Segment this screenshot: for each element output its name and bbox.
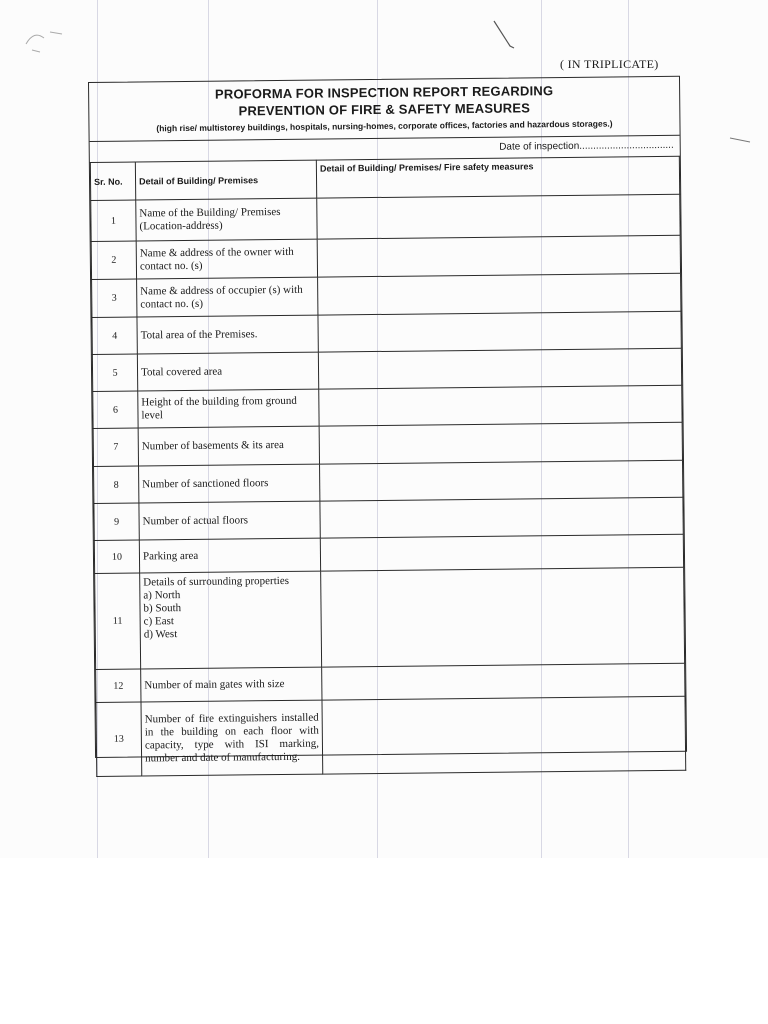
blank-margin [0,858,768,1024]
table-row [92,273,681,317]
table-row [95,567,685,669]
row-detail: Number of main gates with size [141,667,322,702]
form-title-block [89,77,680,141]
row-detail: Number of basements & its area [138,426,319,466]
row-detail: Name & address of occupier (s) with contact no. (s) [137,277,318,317]
row-value-cell[interactable] [318,348,681,389]
row-value-cell[interactable] [318,273,681,315]
inspection-table [90,156,686,777]
row-detail: Number of actual floors [139,501,320,540]
row-value-cell[interactable] [319,422,682,464]
form-scope: (high rise/ multistorey buildings, hospitals, nursing-homes, corporate offices, factories and hazardous storages.) [156,118,613,134]
row-detail: Number of sanctioned floors [139,464,320,503]
row-value-cell[interactable] [318,311,681,352]
row-value-cell[interactable] [321,567,685,667]
column-header-sr-no: Sr. No. [90,162,135,200]
date-label: Date of inspection.................................. [499,139,674,153]
table-header-row [90,156,679,200]
sr-no: 4 [92,317,137,354]
row-detail: Name & address of the owner with contact no. (s) [136,239,317,279]
sr-no: 11 [95,573,141,669]
form-title-line-2: PREVENTION OF FIRE & SAFETY MEASURES [238,100,531,119]
row-detail: Total covered area [137,352,318,391]
sr-no: 2 [91,241,136,279]
row-detail-text: Details of surrounding properties [143,574,290,589]
table-row [94,497,683,540]
form-title-line-1: PROFORMA FOR INSPECTION REPORT REGARDING [214,83,554,102]
table-row [92,348,681,391]
table-row [93,385,682,428]
copies-note: ( IN TRIPLICATE) [560,57,659,71]
table-row [96,696,686,776]
row-value-cell[interactable] [322,663,685,700]
column-header-measures: Detail of Building/ Premises/ Fire safety measures [316,156,679,198]
table-row [91,235,680,279]
row-value-cell[interactable] [320,534,683,571]
sr-no: 10 [94,540,139,573]
row-value-cell[interactable] [317,194,680,239]
sr-no: 1 [91,200,136,241]
sr-no: 7 [93,428,138,466]
pen-mark-icon [728,132,754,148]
row-value-cell[interactable] [322,696,686,774]
sr-no: 5 [92,354,137,391]
column-header-detail: Detail of Building/ Premises [135,160,316,200]
sr-no: 3 [92,279,137,317]
row-detail [140,571,322,669]
smudge-icon [22,24,72,58]
sr-no: 13 [96,702,142,776]
table-row [93,422,682,466]
pen-mark-icon [490,18,520,52]
direction-item-north: a) North [143,589,181,602]
row-detail: Parking area [139,538,320,573]
table-row [92,311,681,354]
table-row [91,194,680,241]
sr-no: 12 [96,669,141,702]
row-detail: Name of the Building/ Premises (Location-address) [136,198,317,241]
row-detail: Number of fire extinguishers installed in the building on each floor with capacity, type with ISI marking, number and date of manufacturing. [141,700,323,776]
row-detail: Height of the building from ground level [138,389,319,428]
row-detail: Total area of the Premises. [137,315,318,354]
sr-no: 8 [94,466,139,503]
row-value-cell[interactable] [320,460,683,501]
direction-item-east: c) East [143,615,174,628]
direction-item-west: d) West [143,628,178,641]
sr-no: 9 [94,503,139,540]
row-value-cell[interactable] [320,497,683,538]
table-row [94,460,683,503]
row-value-cell[interactable] [319,385,682,426]
inspection-form [88,76,687,764]
direction-item-south: b) South [143,602,182,615]
row-value-cell[interactable] [317,235,680,277]
sr-no: 6 [93,391,138,428]
